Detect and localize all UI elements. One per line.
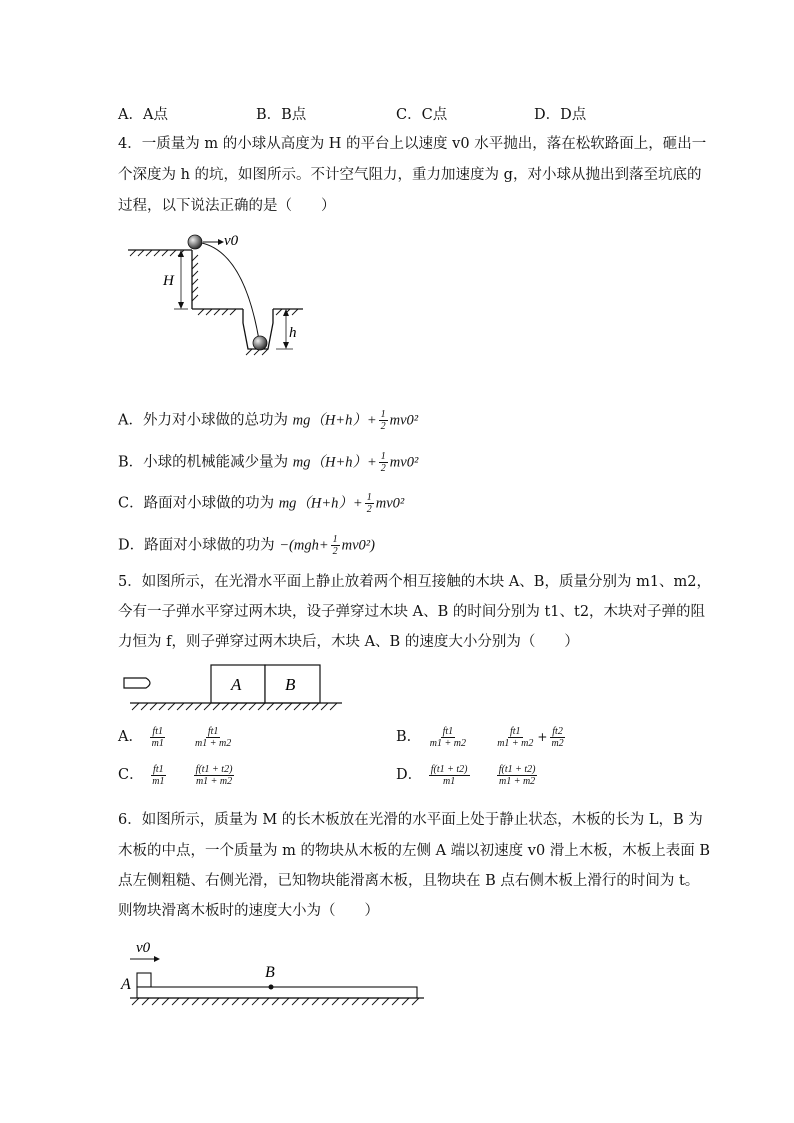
q4-label-H: H (163, 273, 174, 289)
q5-label-B: B (285, 675, 296, 694)
q6-label-A: A (121, 976, 131, 993)
ball-start (188, 235, 202, 249)
q4-b-expr: mg（H+h）+ (292, 454, 377, 471)
q4-c-prefix: C．路面对小球做的功为 (118, 495, 279, 512)
q5-option-c[interactable] (118, 763, 236, 787)
q5-label-A: A (231, 675, 242, 694)
q4-option-c[interactable] (118, 492, 404, 515)
q4-b-prefix: B．小球的机械能减少量为 (118, 454, 293, 471)
q5-stem-line-1: 5．如图所示，在光滑水平面上静止放着两个相互接触的木块 A、B，质量分别为 m1、m2， (118, 574, 712, 590)
q5-option-a[interactable] (118, 725, 235, 749)
q4-a-expr: mg（H+h）+ (292, 412, 377, 429)
q6-board-figure (118, 932, 428, 1012)
q4-option-d[interactable] (118, 534, 375, 557)
q6-point-b (269, 985, 274, 990)
q6-stem-line-4: 则物块滑离木板时的速度大小为（ ） (118, 903, 379, 919)
q4-c-tail: mv0² (375, 495, 405, 512)
q4-d-tail: mv0²) (341, 537, 375, 554)
bullet-icon (124, 678, 150, 688)
q4-a-tail: mv0² (389, 412, 419, 429)
q6-small-block (137, 973, 151, 987)
q5-option-b[interactable] (396, 725, 568, 749)
q5-d-frac-2: $\frac{f(t1 + t2)}{m1 + m2}$ (498, 763, 536, 787)
q5-blocks-figure (118, 660, 348, 716)
q6-stem-line-1: 6．如图所示，质量为 M 的长木板放在光滑的水平面上处于静止状态，木板的长为 L，B 为 (118, 812, 703, 828)
q5-c-frac-1: $\frac{ft1}{m1}$ (152, 763, 165, 787)
ball-end (253, 336, 267, 350)
q5-option-d[interactable] (396, 763, 539, 787)
q5-d-frac-1: $\frac{f(t1 + t2)}{m1}$ (430, 763, 468, 787)
q5-b-frac-1: $\frac{ft1}{m1 + m2}$ (429, 725, 466, 749)
q4-d-half: $\frac{1}{2}$ (332, 534, 338, 557)
q3-option-c[interactable]: C．C点 (396, 107, 448, 123)
q4-d-prefix: D．路面对小球做的功为 (118, 537, 280, 554)
q5-c-label: C． (118, 767, 144, 783)
q5-b-frac-2: $\frac{ft1}{m1 + m2}$ (497, 725, 534, 749)
q4-b-tail: mv0² (389, 454, 419, 471)
q5-c-frac-2: $\frac{f(t1 + t2)}{m1 + m2}$ (195, 763, 233, 787)
q4-stem-line-2: 个深度为 h 的坑，如图所示。不计空气阻力，重力加速度为 g，对小球从抛出到落至坑底的 (118, 167, 702, 183)
q4-d-expr: −(mgh+ (279, 537, 329, 554)
q3-option-b[interactable]: B．B点 (256, 107, 307, 123)
q6-label-v0: v0 (136, 940, 151, 956)
q4-a-prefix: A．外力对小球做的总功为 (118, 412, 293, 429)
q4-stem-line-3: 过程，以下说法正确的是（ ） (118, 198, 336, 214)
q6-stem-line-2: 木板的中点，一个质量为 m 的物块从木板的左侧 A 端以初速度 v0 滑上木板，木板上表面 B (118, 843, 711, 859)
q4-projectile-figure (118, 225, 318, 360)
q5-b-plus: + (537, 730, 548, 744)
q5-stem-line-2: 今有一子弹水平穿过两木块，设子弹穿过木块 A、B 的时间分别为 t1、t2，木块对子弹的阻 (118, 604, 706, 620)
q6-stem-line-3: 点左侧粗糙、右侧光滑，已知物块能滑离木板，且物块在 B 点右侧木板上滑行的时间为 t。 (118, 873, 700, 889)
q4-c-half: $\frac{1}{2}$ (366, 492, 372, 515)
q4-label-h: h (289, 325, 297, 341)
q6-long-board (137, 987, 417, 998)
q3-option-d[interactable]: D．D点 (534, 107, 587, 123)
q5-a-frac-2: $\frac{ft1}{m1 + m2}$ (195, 725, 232, 749)
q3-option-a[interactable]: A．A点 (118, 107, 168, 123)
q5-a-label: A． (118, 729, 143, 745)
q4-label-v0: v0 (224, 233, 239, 249)
q4-b-half: $\frac{1}{2}$ (380, 451, 386, 474)
q5-b-label: B． (396, 729, 422, 745)
q5-b-frac-3: $\frac{ft2}{m2}$ (551, 725, 564, 749)
q4-c-expr: mg（H+h）+ (278, 495, 363, 512)
q4-stem-line-1: 4．一质量为 m 的小球从高度为 H 的平台上以速度 v0 水平抛出，落在松软路面上，砸出一 (118, 136, 707, 152)
q4-option-a[interactable] (118, 409, 418, 432)
q4-a-half: $\frac{1}{2}$ (380, 409, 386, 432)
q5-d-label: D． (396, 767, 423, 783)
q4-option-b[interactable] (118, 451, 418, 474)
q5-a-frac-1: $\frac{ft1}{m1}$ (151, 725, 164, 749)
q6-label-B: B (265, 964, 275, 981)
q5-stem-line-3: 力恒为 f，则子弹穿过两木块后，木块 A、B 的速度大小分别为（ ） (118, 634, 579, 650)
